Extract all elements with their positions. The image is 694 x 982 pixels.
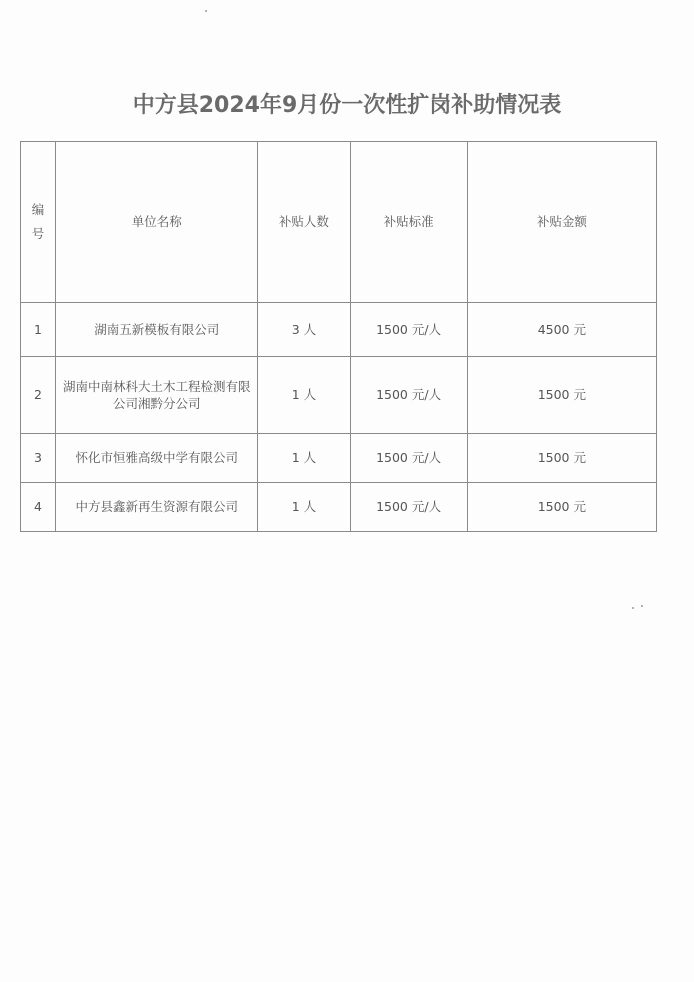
scan-speck	[205, 10, 207, 12]
row-count: 1 人	[258, 434, 350, 483]
row-standard: 1500 元/人	[350, 434, 467, 483]
row-name: 湖南五新模板有限公司	[56, 303, 258, 357]
header-amount: 补贴金额	[467, 142, 656, 303]
subsidy-table	[20, 141, 657, 532]
row-standard: 1500 元/人	[350, 483, 467, 532]
row-no: 1	[21, 303, 56, 357]
scan-speck	[641, 605, 643, 607]
table-row	[21, 303, 657, 357]
row-amount: 1500 元	[467, 357, 656, 434]
table-row	[21, 434, 657, 483]
row-amount: 1500 元	[467, 483, 656, 532]
scan-speck	[632, 607, 634, 609]
row-no: 4	[21, 483, 56, 532]
page-title: 中方县2024年9月份一次性扩岗补助情况表	[132, 93, 562, 118]
header-standard: 补贴标准	[350, 142, 467, 303]
table-header-row	[21, 142, 657, 303]
row-no: 3	[21, 434, 56, 483]
row-standard: 1500 元/人	[350, 357, 467, 434]
header-count: 补贴人数	[258, 142, 350, 303]
header-no: 编号	[21, 142, 56, 303]
row-count: 1 人	[258, 357, 350, 434]
row-amount: 4500 元	[467, 303, 656, 357]
row-name: 中方县鑫新再生资源有限公司	[56, 483, 258, 532]
row-standard: 1500 元/人	[350, 303, 467, 357]
table-row	[21, 357, 657, 434]
row-name: 湖南中南林科大土木工程检测有限公司湘黔分公司	[56, 357, 258, 434]
row-amount: 1500 元	[467, 434, 656, 483]
row-name: 怀化市恒雅高级中学有限公司	[56, 434, 258, 483]
row-no: 2	[21, 357, 56, 434]
table-row	[21, 483, 657, 532]
header-name: 单位名称	[56, 142, 258, 303]
row-count: 3 人	[258, 303, 350, 357]
row-count: 1 人	[258, 483, 350, 532]
